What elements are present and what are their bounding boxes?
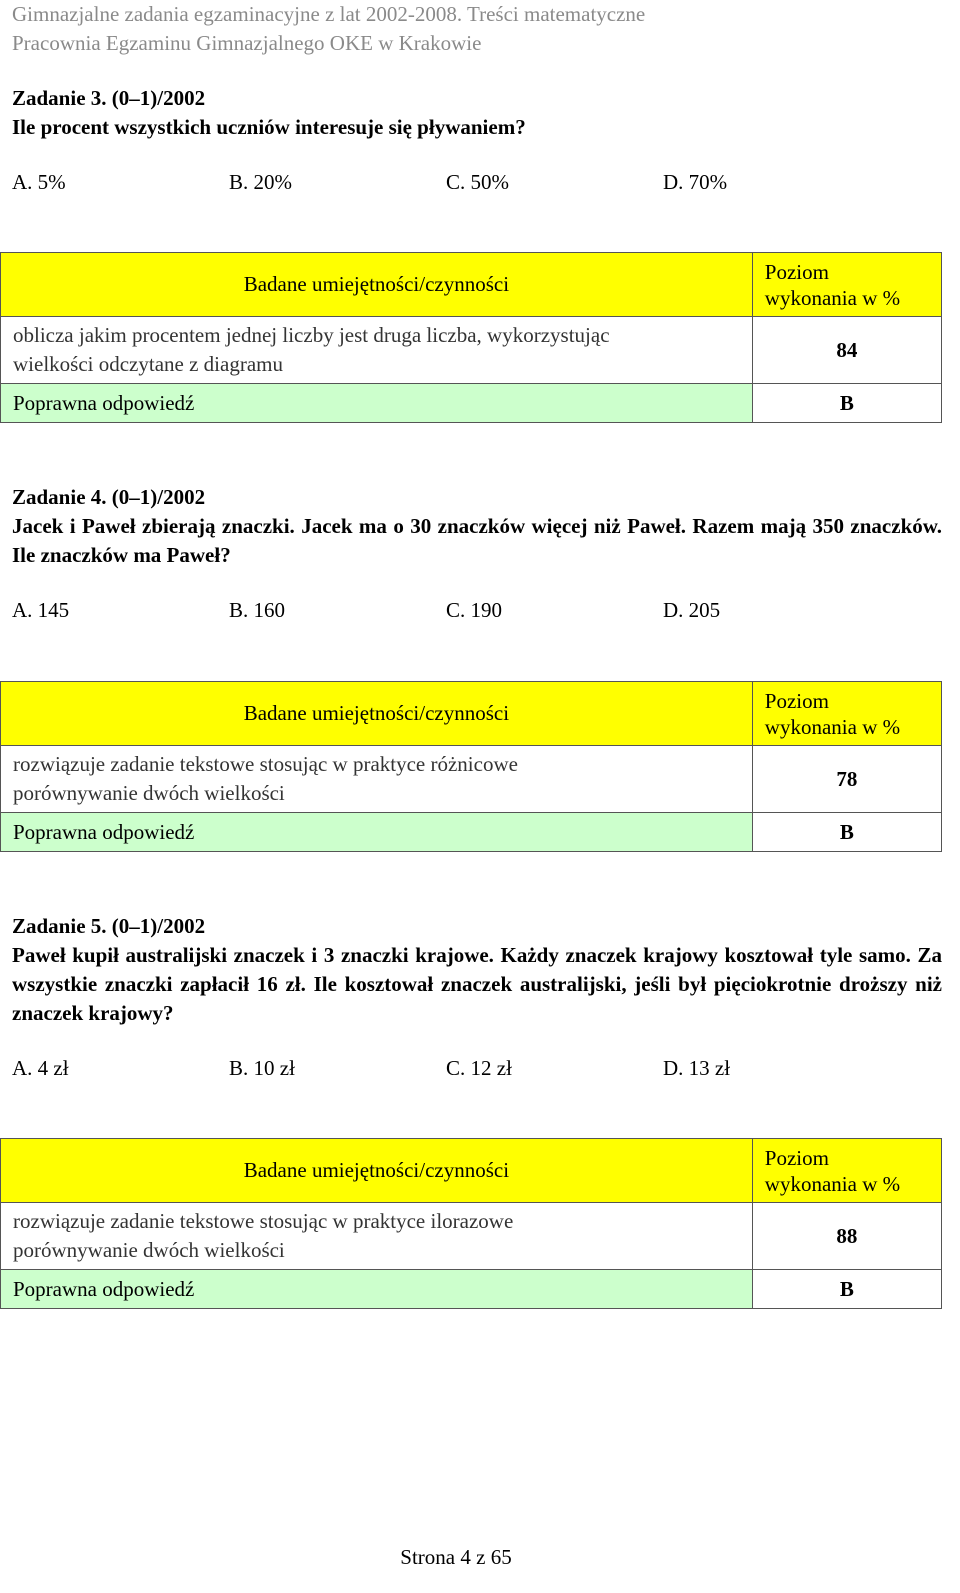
answer-label: Poprawna odpowiedź: [1, 813, 753, 852]
document-header: [12, 0, 645, 58]
option-d: D. 205: [663, 598, 721, 622]
header-subtitle: Pracownia Egzaminu Gimnazjalnego OKE w Krakowie: [12, 31, 482, 55]
skill-description: [1, 1203, 753, 1270]
task-question: Ile procent wszystkich uczniów interesuje się pływaniem?: [12, 115, 526, 139]
task-title: Zadanie 4. (0–1)/2002: [12, 485, 206, 509]
answer-options: [12, 596, 942, 625]
skill-line-1: rozwiązuje zadanie tekstowe stosując w praktyce różnicowe: [13, 752, 518, 776]
level-header: [752, 682, 941, 746]
option-d: D. 13 zł: [663, 1056, 731, 1080]
level-header-line1: Poziom: [764, 688, 829, 713]
option-b: B. 160: [229, 598, 286, 622]
level-header: [752, 1139, 941, 1203]
option-a: A. 4 zł: [12, 1056, 69, 1080]
task-title: Zadanie 5. (0–1)/2002: [12, 914, 206, 938]
skill-header: Badane umiejętności/czynności: [1, 253, 753, 317]
option-c: C. 50%: [446, 170, 509, 194]
option-b: B. 20%: [229, 170, 292, 194]
level-header: [752, 253, 941, 317]
option-c: C. 12 zł: [446, 1056, 512, 1080]
skill-line-2: porównywanie dwóch wielkości: [13, 781, 285, 805]
level-header-line2: wykonania w %: [764, 714, 901, 739]
header-title: Gimnazjalne zadania egzaminacyjne z lat 2002-2008. Treści matematyczne: [12, 2, 646, 26]
level-value: 84: [752, 317, 941, 384]
level-header-line2: wykonania w %: [764, 285, 901, 310]
option-a: A. 145: [12, 598, 70, 622]
task-question: Paweł kupił australijski znaczek i 3 znaczki krajowe. Każdy znaczek krajowy kosztował tyle samo. Za wszystkie znaczki zapłacił 16 zł. Ile kosztował znaczek australijski, jeśli był pięciokrotnie droższy niż znaczek krajowy?: [12, 943, 942, 1025]
skill-line-2: porównywanie dwóch wielkości: [13, 1238, 285, 1262]
answer-value: B: [752, 813, 941, 852]
answer-options: [12, 168, 942, 197]
option-c: C. 190: [446, 598, 503, 622]
answer-value: B: [752, 1270, 941, 1309]
skill-line-1: oblicza jakim procentem jednej liczby jest druga liczba, wykorzystując: [13, 323, 610, 347]
skill-header: Badane umiejętności/czynności: [1, 1139, 753, 1203]
option-b: B. 10 zł: [229, 1056, 295, 1080]
task-title: Zadanie 3. (0–1)/2002: [12, 86, 206, 110]
task-3: [12, 84, 942, 197]
level-header-line2: wykonania w %: [764, 1171, 901, 1196]
level-header-line1: Poziom: [764, 259, 829, 284]
skill-description: [1, 317, 753, 384]
skill-line-1: rozwiązuje zadanie tekstowe stosując w praktyce ilorazowe: [13, 1209, 514, 1233]
task-question: Jacek i Paweł zbierają znaczki. Jacek ma o 30 znaczków więcej niż Paweł. Razem mają 350 znaczków. Ile znaczków ma Paweł?: [12, 514, 942, 567]
task-4-info-table: [0, 681, 942, 852]
option-a: A. 5%: [12, 170, 66, 194]
answer-value: B: [752, 384, 941, 423]
skill-header: Badane umiejętności/czynności: [1, 682, 753, 746]
task-3-info-table: [0, 252, 942, 423]
level-value: 88: [752, 1203, 941, 1270]
task-5: [12, 912, 942, 1083]
task-5-info-table: [0, 1138, 942, 1309]
level-header-line1: Poziom: [764, 1145, 829, 1170]
answer-label: Poprawna odpowiedź: [1, 1270, 753, 1309]
answer-label: Poprawna odpowiedź: [1, 384, 753, 423]
task-4: [12, 483, 942, 625]
skill-line-2: wielkości odczytane z diagramu: [13, 352, 283, 376]
option-d: D. 70%: [663, 170, 728, 194]
page-number: Strona 4 z 65: [400, 1545, 512, 1569]
answer-options: [12, 1054, 942, 1083]
skill-description: [1, 746, 753, 813]
level-value: 78: [752, 746, 941, 813]
